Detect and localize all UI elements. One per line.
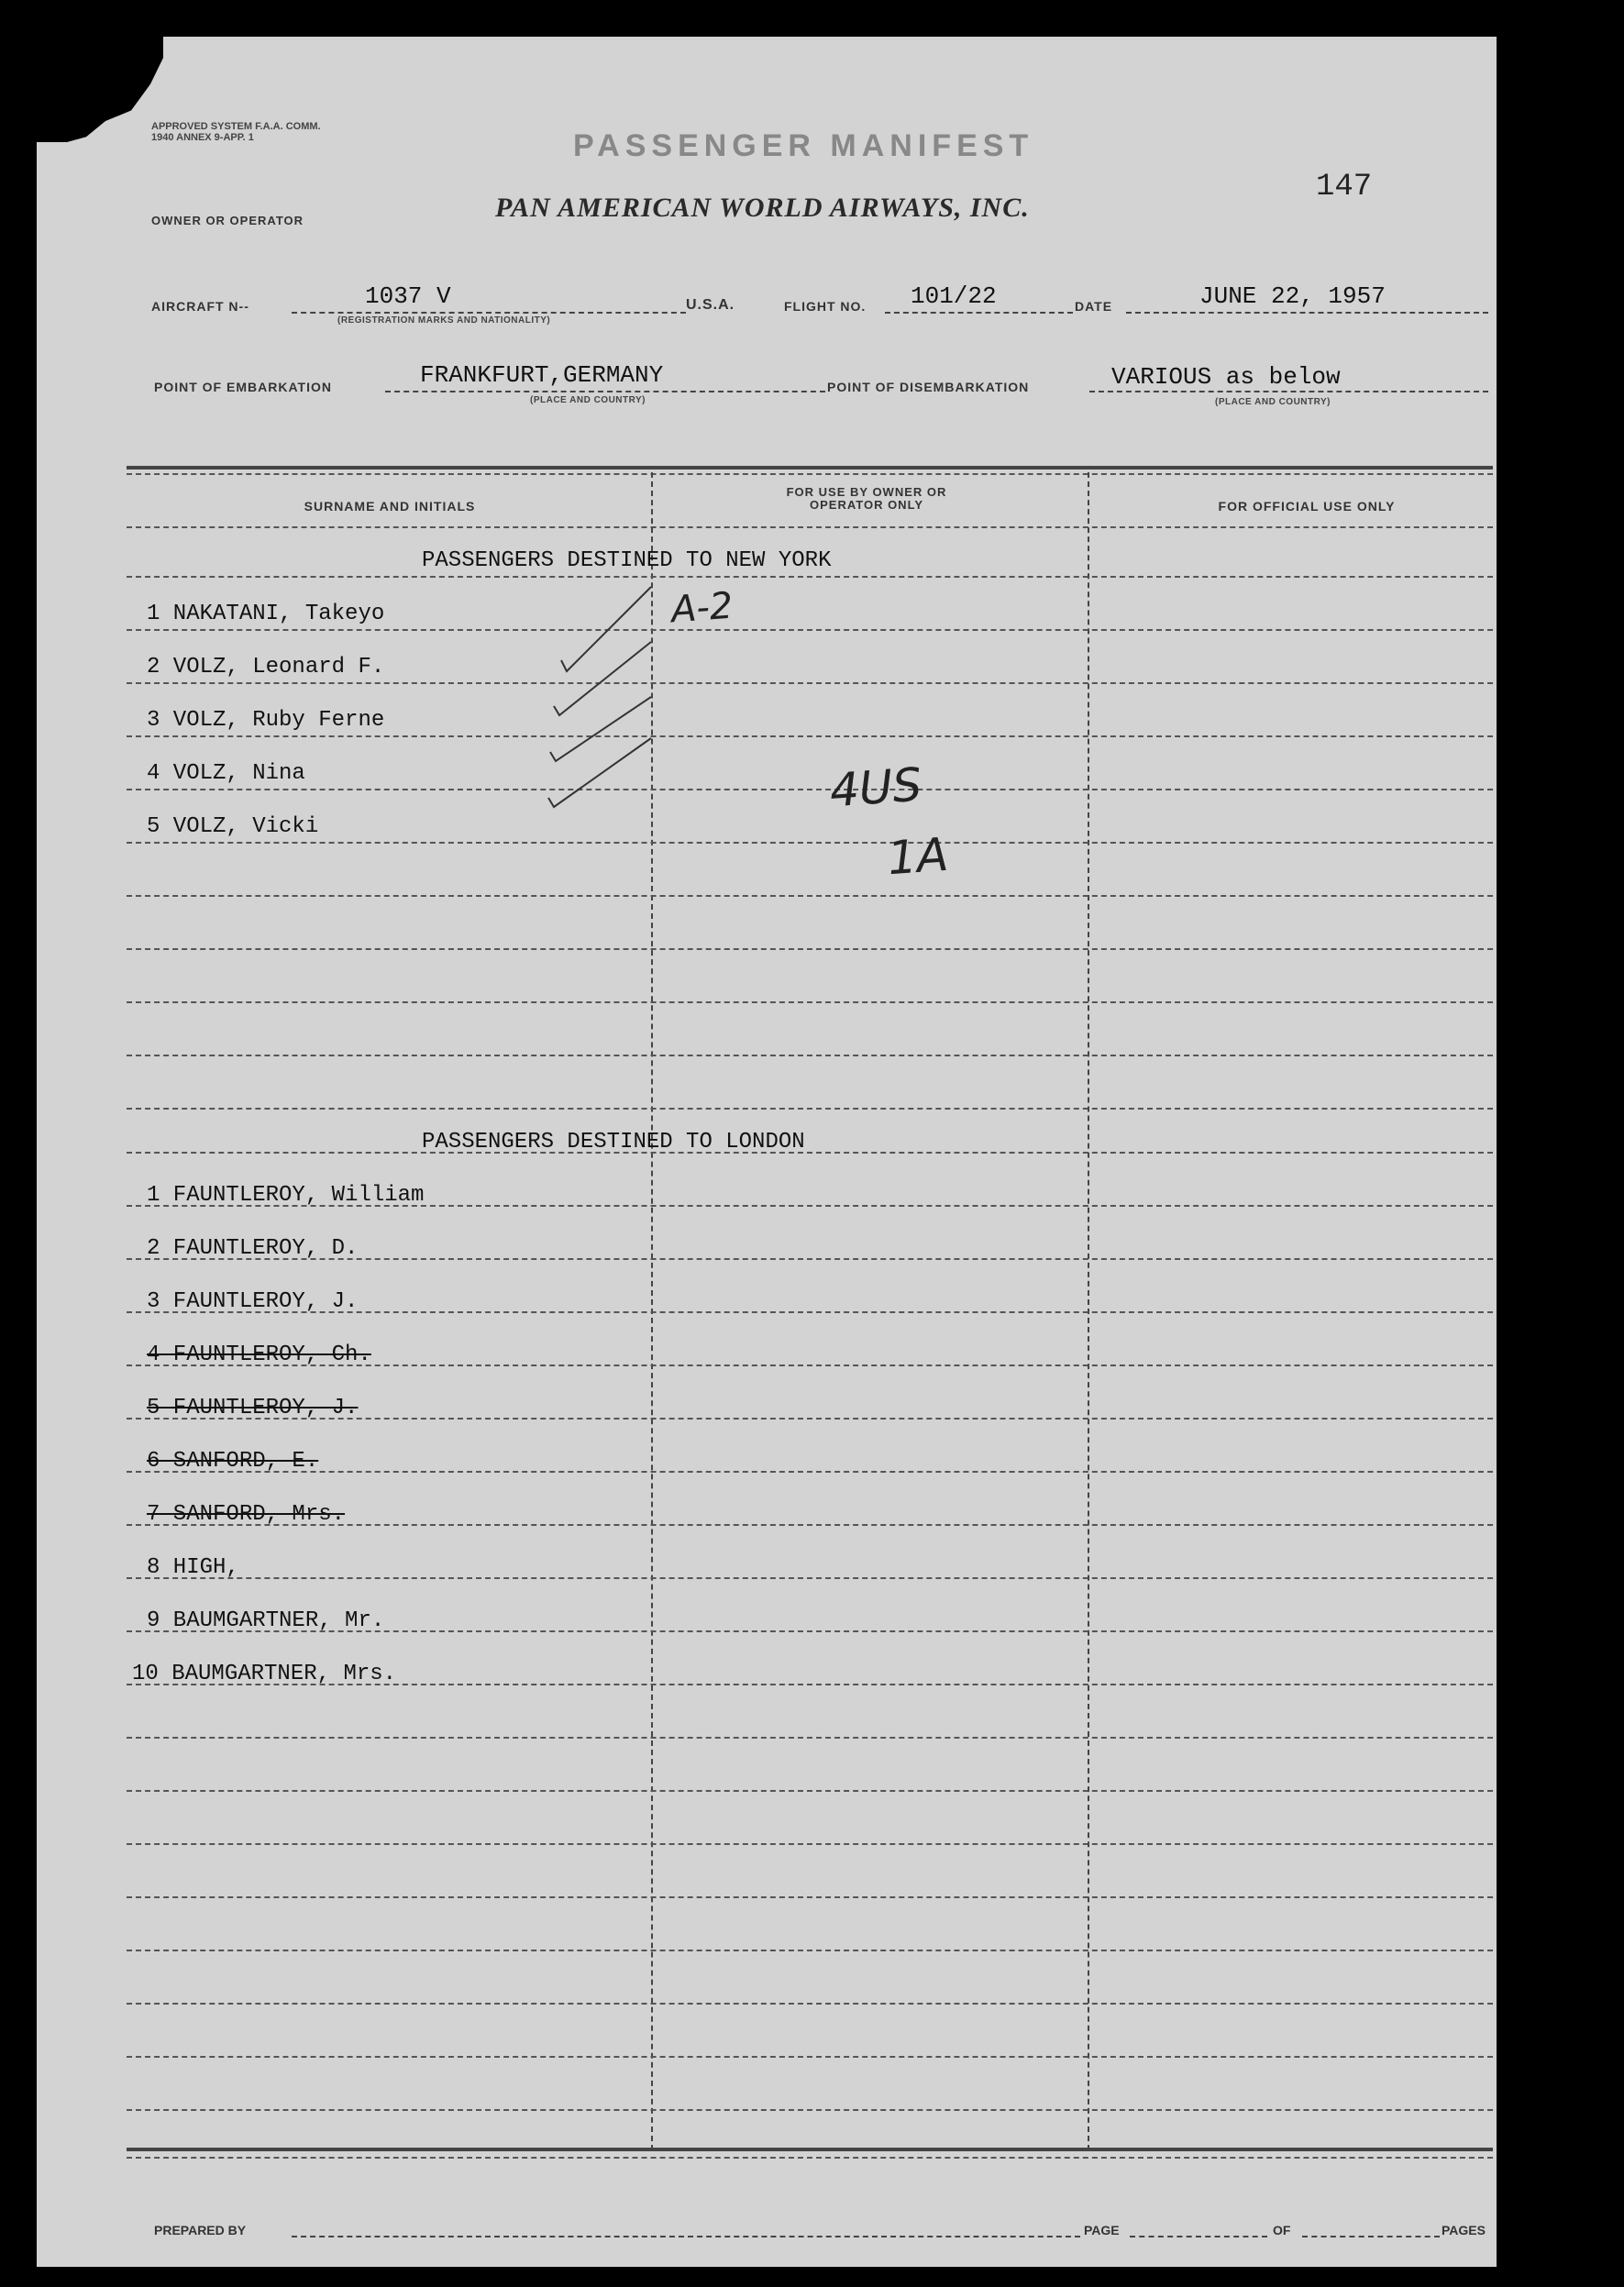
handwritten-4us: 4US	[828, 757, 924, 818]
table-bottom-rule-2	[127, 2157, 1493, 2159]
page-title: PASSENGER MANIFEST	[573, 128, 1034, 163]
list-item: 2 VOLZ, Leonard F.	[147, 655, 385, 679]
date-line	[1126, 312, 1488, 314]
col-official: FOR OFFICIAL USE ONLY	[1218, 499, 1396, 514]
row-rule	[127, 1577, 1493, 1579]
row-rule	[127, 682, 1493, 684]
owner-label: OWNER OR OPERATOR	[151, 214, 304, 227]
disembark-sub: (PLACE AND COUNTRY)	[1215, 397, 1331, 407]
page-number: 147	[1316, 170, 1373, 204]
row-rule	[127, 895, 1493, 897]
embark-label: POINT OF EMBARKATION	[154, 380, 332, 394]
row-rule	[127, 2003, 1493, 2005]
handwritten-a2: A-2	[669, 584, 735, 632]
section-london: PASSENGERS DESTINED TO LONDON	[422, 1130, 805, 1155]
disembark-value: VARIOUS as below	[1111, 363, 1341, 391]
of-line	[1302, 2236, 1440, 2237]
embark-line	[385, 391, 825, 392]
row-rule	[127, 1790, 1493, 1792]
list-item: 10 BAUMGARTNER, Mrs.	[132, 1662, 397, 1686]
row-rule	[127, 842, 1493, 844]
col-surname: SURNAME AND INITIALS	[304, 499, 476, 514]
row-rule	[127, 629, 1493, 631]
pages-label: PAGES	[1442, 2223, 1486, 2237]
row-rule	[127, 1001, 1493, 1003]
table-top-rule	[127, 466, 1493, 470]
row-rule	[127, 735, 1493, 737]
flight-line	[885, 312, 1073, 314]
embark-value: FRANKFURT,GERMANY	[420, 361, 664, 389]
list-item: 3 VOLZ, Ruby Ferne	[147, 708, 385, 733]
row-rule	[127, 1152, 1493, 1154]
flight-label: FLIGHT NO.	[784, 299, 867, 314]
col-owner-use: FOR USE BY OWNER OR OPERATOR ONLY	[786, 485, 947, 512]
check-marks	[541, 578, 660, 834]
table-bottom-rule	[127, 2148, 1493, 2151]
list-item: 5 FAUNTLEROY, J.	[147, 1396, 359, 1420]
section-new-york: PASSENGERS DESTINED TO NEW YORK	[422, 548, 832, 573]
list-item: 2 FAUNTLEROY, D.	[147, 1236, 359, 1261]
of-label: OF	[1273, 2223, 1291, 2237]
aircraft-line	[292, 312, 686, 314]
row-rule	[127, 2109, 1493, 2111]
list-item: 1 FAUNTLEROY, William	[147, 1183, 425, 1208]
company-name: PAN AMERICAN WORLD AIRWAYS, INC.	[495, 193, 1030, 223]
flight-number: 101/22	[911, 282, 997, 310]
list-item: 9 BAUMGARTNER, Mr.	[147, 1608, 385, 1633]
row-rule	[127, 1055, 1493, 1056]
row-rule	[127, 789, 1493, 790]
page-line	[1130, 2236, 1267, 2237]
embark-sub: (PLACE AND COUNTRY)	[530, 395, 646, 405]
row-rule	[127, 1108, 1493, 1110]
list-item: 4 FAUNTLEROY, Ch.	[147, 1342, 371, 1367]
table-top-rule-2	[127, 473, 1493, 475]
disembark-label: POINT OF DISEMBARKATION	[827, 380, 1030, 394]
aircraft-value: 1037 V	[365, 282, 451, 310]
aircraft-sub: (REGISTRATION MARKS AND NATIONALITY)	[337, 315, 551, 326]
list-item: 1 NAKATANI, Takeyo	[147, 602, 385, 626]
list-item: 3 FAUNTLEROY, J.	[147, 1289, 359, 1314]
prepared-by-label: PREPARED BY	[154, 2223, 247, 2237]
approval-note: APPROVED SYSTEM F.A.A. COMM. 1940 ANNEX 9-APP. 1	[151, 121, 321, 143]
row-rule	[127, 1471, 1493, 1473]
list-item: 7 SANFORD, Mrs.	[147, 1502, 346, 1527]
date-value: JUNE 22, 1957	[1199, 282, 1386, 310]
row-rule	[127, 1896, 1493, 1898]
date-label: DATE	[1075, 299, 1113, 314]
list-item: 4 VOLZ, Nina	[147, 761, 305, 786]
disembark-line	[1089, 391, 1488, 392]
page-label: PAGE	[1084, 2223, 1120, 2237]
list-item: 6 SANFORD, E.	[147, 1449, 319, 1474]
row-rule	[127, 1950, 1493, 1951]
list-item: 8 HIGH,	[147, 1555, 239, 1580]
row-rule	[127, 1843, 1493, 1845]
aircraft-label: AIRCRAFT N--	[151, 299, 249, 314]
handwritten-1a: 1A	[886, 827, 950, 886]
row-rule	[127, 2056, 1493, 2058]
prepared-by-line	[292, 2236, 1080, 2237]
header-rule	[127, 526, 1493, 528]
row-rule	[127, 1737, 1493, 1739]
list-item: 5 VOLZ, Vicki	[147, 814, 319, 839]
row-rule	[127, 576, 1493, 578]
usa-label: U.S.A.	[686, 297, 735, 313]
row-rule	[127, 948, 1493, 950]
